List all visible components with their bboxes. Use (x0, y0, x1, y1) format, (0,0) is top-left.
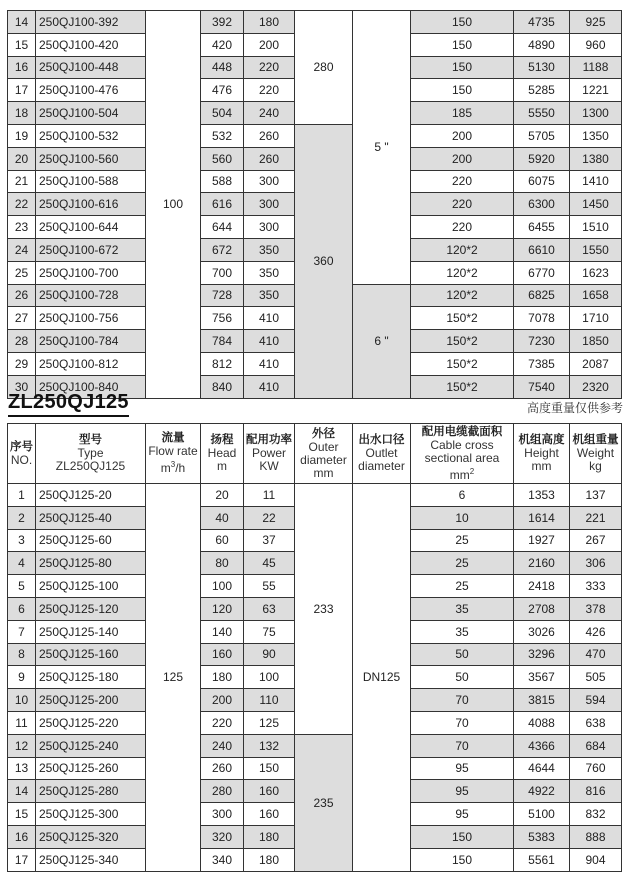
table-row (8, 124, 622, 147)
unit-height: 4088 (514, 711, 570, 734)
head-value: 840 (201, 375, 244, 398)
unit-weight: 1710 (570, 307, 622, 330)
model-type: 250QJ125-320 (36, 825, 146, 848)
power-value: 160 (244, 780, 295, 803)
head-value: 260 (201, 757, 244, 780)
cable-section: 200 (411, 147, 514, 170)
power-value: 90 (244, 643, 295, 666)
cable-section: 220 (411, 216, 514, 239)
head-value: 20 (201, 484, 244, 507)
cable-section: 150*2 (411, 330, 514, 353)
outer-diameter: 235 (295, 734, 353, 871)
header-flow: 流量 Flow rate $m^3/h$ (146, 424, 201, 484)
head-value: 476 (201, 79, 244, 102)
row-number: 24 (8, 238, 36, 261)
section-title: ZL250QJ125 (8, 391, 129, 417)
unit-height: 7078 (514, 307, 570, 330)
unit-weight: 1350 (570, 124, 622, 147)
power-value: 180 (244, 825, 295, 848)
cable-section: 200 (411, 124, 514, 147)
unit-weight: 137 (570, 484, 622, 507)
model-type: 250QJ125-200 (36, 689, 146, 712)
unit-height: 4366 (514, 734, 570, 757)
cable-section: 50 (411, 643, 514, 666)
unit-height: 5130 (514, 56, 570, 79)
unit-weight: 426 (570, 620, 622, 643)
header-weight: 机组重量 Weight kg (570, 424, 622, 484)
cable-section: 70 (411, 734, 514, 757)
row-number: 23 (8, 216, 36, 239)
outer-diameter: 280 (295, 11, 353, 125)
unit-weight: 1510 (570, 216, 622, 239)
unit-height: 1927 (514, 529, 570, 552)
unit-height: 5705 (514, 124, 570, 147)
row-number: 6 (8, 597, 36, 620)
spec-table-zl250qj125 (7, 423, 622, 872)
model-type: 250QJ125-60 (36, 529, 146, 552)
model-type: 250QJ100-448 (36, 56, 146, 79)
head-value: 812 (201, 352, 244, 375)
unit-height: 2160 (514, 552, 570, 575)
row-number: 14 (8, 11, 36, 34)
table-row (8, 484, 622, 507)
unit-height: 4644 (514, 757, 570, 780)
power-value: 350 (244, 238, 295, 261)
row-number: 1 (8, 484, 36, 507)
unit-weight: 1221 (570, 79, 622, 102)
model-type: 250QJ100-644 (36, 216, 146, 239)
row-number: 30 (8, 375, 36, 398)
outlet-diameter: DN125 (353, 484, 411, 872)
power-value: 410 (244, 330, 295, 353)
head-value: 80 (201, 552, 244, 575)
power-value: 110 (244, 689, 295, 712)
power-value: 55 (244, 575, 295, 598)
unit-weight: 888 (570, 825, 622, 848)
unit-height: 4735 (514, 11, 570, 34)
unit-height: 6610 (514, 238, 570, 261)
unit-weight: 904 (570, 848, 622, 871)
unit-height: 1614 (514, 506, 570, 529)
unit-weight: 2320 (570, 375, 622, 398)
head-value: 100 (201, 575, 244, 598)
model-type: 250QJ125-260 (36, 757, 146, 780)
row-number: 5 (8, 575, 36, 598)
row-number: 8 (8, 643, 36, 666)
row-number: 14 (8, 780, 36, 803)
unit-weight: 1623 (570, 261, 622, 284)
cable-section: 35 (411, 620, 514, 643)
head-value: 120 (201, 597, 244, 620)
model-type: 250QJ100-532 (36, 124, 146, 147)
header-head: 扬程 Head m (201, 424, 244, 484)
outer-diameter: 233 (295, 484, 353, 735)
row-number: 13 (8, 757, 36, 780)
row-number: 28 (8, 330, 36, 353)
unit-weight: 470 (570, 643, 622, 666)
flow-rate: 125 (146, 484, 201, 872)
row-number: 4 (8, 552, 36, 575)
unit-height: 3815 (514, 689, 570, 712)
unit-height: 5920 (514, 147, 570, 170)
cable-section: 95 (411, 803, 514, 826)
header-power: 配用功率 Power KW (244, 424, 295, 484)
power-value: 410 (244, 307, 295, 330)
model-type: 250QJ125-140 (36, 620, 146, 643)
unit-height: 5285 (514, 79, 570, 102)
power-value: 160 (244, 803, 295, 826)
unit-weight: 1188 (570, 56, 622, 79)
head-value: 644 (201, 216, 244, 239)
model-type: 250QJ100-672 (36, 238, 146, 261)
unit-weight: 221 (570, 506, 622, 529)
head-value: 560 (201, 147, 244, 170)
outlet-diameter: 6 " (353, 284, 411, 398)
cable-section: 50 (411, 666, 514, 689)
row-number: 17 (8, 848, 36, 871)
power-value: 220 (244, 56, 295, 79)
model-type: 250QJ100-420 (36, 33, 146, 56)
cable-section: 25 (411, 575, 514, 598)
head-value: 392 (201, 11, 244, 34)
unit-weight: 505 (570, 666, 622, 689)
head-value: 728 (201, 284, 244, 307)
unit-weight: 378 (570, 597, 622, 620)
model-type: 250QJ125-180 (36, 666, 146, 689)
cable-section: 25 (411, 552, 514, 575)
power-value: 300 (244, 216, 295, 239)
power-value: 22 (244, 506, 295, 529)
unit-weight: 594 (570, 689, 622, 712)
unit-height: 7540 (514, 375, 570, 398)
unit-weight: 333 (570, 575, 622, 598)
unit-weight: 267 (570, 529, 622, 552)
unit-height: 2418 (514, 575, 570, 598)
header-outlet-diameter: 出水口径 Outlet diameter (353, 424, 411, 484)
power-value: 45 (244, 552, 295, 575)
unit-weight: 306 (570, 552, 622, 575)
unit-height: 7385 (514, 352, 570, 375)
unit-height: 7230 (514, 330, 570, 353)
header-cable: 配用电缆截面积 Cable cross sectional area $mm^2$ (411, 424, 514, 484)
unit-height: 6075 (514, 170, 570, 193)
head-value: 784 (201, 330, 244, 353)
unit-weight: 960 (570, 33, 622, 56)
power-value: 300 (244, 170, 295, 193)
cable-section: 35 (411, 597, 514, 620)
model-type: 250QJ125-280 (36, 780, 146, 803)
cable-section: 120*2 (411, 284, 514, 307)
row-number: 15 (8, 33, 36, 56)
header-height: 机组高度 Height mm (514, 424, 570, 484)
head-value: 672 (201, 238, 244, 261)
model-type: 250QJ125-300 (36, 803, 146, 826)
cable-section: 150 (411, 825, 514, 848)
table-row (8, 734, 622, 757)
head-value: 220 (201, 711, 244, 734)
model-type: 250QJ100-756 (36, 307, 146, 330)
power-value: 100 (244, 666, 295, 689)
unit-height: 5100 (514, 803, 570, 826)
unit-height: 3026 (514, 620, 570, 643)
cable-section: 70 (411, 689, 514, 712)
cable-section: 95 (411, 757, 514, 780)
unit-weight: 832 (570, 803, 622, 826)
model-type: 250QJ125-340 (36, 848, 146, 871)
unit-weight: 1410 (570, 170, 622, 193)
power-value: 240 (244, 102, 295, 125)
head-value: 420 (201, 33, 244, 56)
model-type: 250QJ125-100 (36, 575, 146, 598)
cable-section: 150*2 (411, 352, 514, 375)
row-number: 11 (8, 711, 36, 734)
model-type: 250QJ100-392 (36, 11, 146, 34)
model-type: 250QJ100-728 (36, 284, 146, 307)
head-value: 300 (201, 803, 244, 826)
power-value: 125 (244, 711, 295, 734)
power-value: 300 (244, 193, 295, 216)
head-value: 532 (201, 124, 244, 147)
power-value: 410 (244, 375, 295, 398)
unit-weight: 1300 (570, 102, 622, 125)
cable-section: 120*2 (411, 238, 514, 261)
cable-section: 95 (411, 780, 514, 803)
power-value: 260 (244, 124, 295, 147)
cable-section: 150 (411, 848, 514, 871)
unit-height: 6825 (514, 284, 570, 307)
model-type: 250QJ100-560 (36, 147, 146, 170)
outlet-diameter: 5 " (353, 11, 411, 285)
model-type: 250QJ125-20 (36, 484, 146, 507)
cable-section: 10 (411, 506, 514, 529)
head-value: 160 (201, 643, 244, 666)
header-no: 序号 NO. (8, 424, 36, 484)
cable-section: 25 (411, 529, 514, 552)
row-number: 29 (8, 352, 36, 375)
head-value: 240 (201, 734, 244, 757)
power-value: 75 (244, 620, 295, 643)
power-value: 180 (244, 11, 295, 34)
unit-weight: 925 (570, 11, 622, 34)
row-number: 9 (8, 666, 36, 689)
cable-section: 150 (411, 79, 514, 102)
row-number: 3 (8, 529, 36, 552)
head-value: 40 (201, 506, 244, 529)
unit-weight: 1550 (570, 238, 622, 261)
model-type: 250QJ100-700 (36, 261, 146, 284)
cable-section: 220 (411, 193, 514, 216)
row-number: 19 (8, 124, 36, 147)
unit-weight: 638 (570, 711, 622, 734)
power-value: 200 (244, 33, 295, 56)
cable-section: 185 (411, 102, 514, 125)
unit-weight: 1850 (570, 330, 622, 353)
head-value: 448 (201, 56, 244, 79)
model-type: 250QJ125-160 (36, 643, 146, 666)
unit-height: 4890 (514, 33, 570, 56)
unit-weight: 684 (570, 734, 622, 757)
power-value: 132 (244, 734, 295, 757)
unit-weight: 816 (570, 780, 622, 803)
row-number: 2 (8, 506, 36, 529)
flow-rate: 100 (146, 11, 201, 399)
head-value: 60 (201, 529, 244, 552)
row-number: 10 (8, 689, 36, 712)
unit-height: 5550 (514, 102, 570, 125)
unit-weight: 2087 (570, 352, 622, 375)
unit-height: 6455 (514, 216, 570, 239)
unit-weight: 760 (570, 757, 622, 780)
row-number: 15 (8, 803, 36, 826)
unit-height: 3296 (514, 643, 570, 666)
cable-section: 150 (411, 33, 514, 56)
model-type: 250QJ125-240 (36, 734, 146, 757)
power-value: 37 (244, 529, 295, 552)
model-type: 250QJ125-80 (36, 552, 146, 575)
model-type: 250QJ125-120 (36, 597, 146, 620)
power-value: 350 (244, 284, 295, 307)
power-value: 63 (244, 597, 295, 620)
head-value: 180 (201, 666, 244, 689)
row-number: 22 (8, 193, 36, 216)
model-type: 250QJ100-840 (36, 375, 146, 398)
row-number: 7 (8, 620, 36, 643)
model-type: 250QJ100-812 (36, 352, 146, 375)
head-value: 588 (201, 170, 244, 193)
row-number: 16 (8, 56, 36, 79)
row-number: 16 (8, 825, 36, 848)
head-value: 504 (201, 102, 244, 125)
unit-weight: 1658 (570, 284, 622, 307)
head-value: 756 (201, 307, 244, 330)
table-row (8, 11, 622, 34)
head-value: 700 (201, 261, 244, 284)
unit-height: 3567 (514, 666, 570, 689)
row-number: 20 (8, 147, 36, 170)
power-value: 410 (244, 352, 295, 375)
unit-weight: 1450 (570, 193, 622, 216)
model-type: 250QJ125-40 (36, 506, 146, 529)
model-type: 250QJ100-504 (36, 102, 146, 125)
power-value: 150 (244, 757, 295, 780)
model-type: 250QJ100-588 (36, 170, 146, 193)
power-value: 11 (244, 484, 295, 507)
row-number: 21 (8, 170, 36, 193)
cable-section: 120*2 (411, 261, 514, 284)
cable-section: 6 (411, 484, 514, 507)
model-type: 250QJ125-220 (36, 711, 146, 734)
head-value: 200 (201, 689, 244, 712)
unit-height: 4922 (514, 780, 570, 803)
row-number: 25 (8, 261, 36, 284)
power-value: 180 (244, 848, 295, 871)
header-type: 型号 Type ZL250QJ125 (36, 424, 146, 484)
cable-section: 150 (411, 56, 514, 79)
row-number: 12 (8, 734, 36, 757)
head-value: 280 (201, 780, 244, 803)
row-number: 27 (8, 307, 36, 330)
unit-height: 2708 (514, 597, 570, 620)
unit-height: 6300 (514, 193, 570, 216)
power-value: 220 (244, 79, 295, 102)
header-outer-diameter: 外径 Outer diameter mm (295, 424, 353, 484)
unit-height: 6770 (514, 261, 570, 284)
cable-section: 70 (411, 711, 514, 734)
unit-height: 5383 (514, 825, 570, 848)
unit-height: 1353 (514, 484, 570, 507)
head-value: 140 (201, 620, 244, 643)
row-number: 17 (8, 79, 36, 102)
row-number: 26 (8, 284, 36, 307)
cable-section: 150*2 (411, 307, 514, 330)
head-value: 320 (201, 825, 244, 848)
table-header-row (8, 424, 622, 484)
model-type: 250QJ100-476 (36, 79, 146, 102)
head-value: 616 (201, 193, 244, 216)
cable-section: 150*2 (411, 375, 514, 398)
spec-table-250qj100 (7, 10, 622, 399)
head-value: 340 (201, 848, 244, 871)
unit-weight: 1380 (570, 147, 622, 170)
row-number: 18 (8, 102, 36, 125)
cable-section: 220 (411, 170, 514, 193)
reference-note: 高度重量仅供参考 (526, 401, 623, 415)
model-type: 250QJ100-784 (36, 330, 146, 353)
power-value: 260 (244, 147, 295, 170)
unit-height: 5561 (514, 848, 570, 871)
cable-section: 150 (411, 11, 514, 34)
outer-diameter: 360 (295, 124, 353, 398)
model-type: 250QJ100-616 (36, 193, 146, 216)
power-value: 350 (244, 261, 295, 284)
